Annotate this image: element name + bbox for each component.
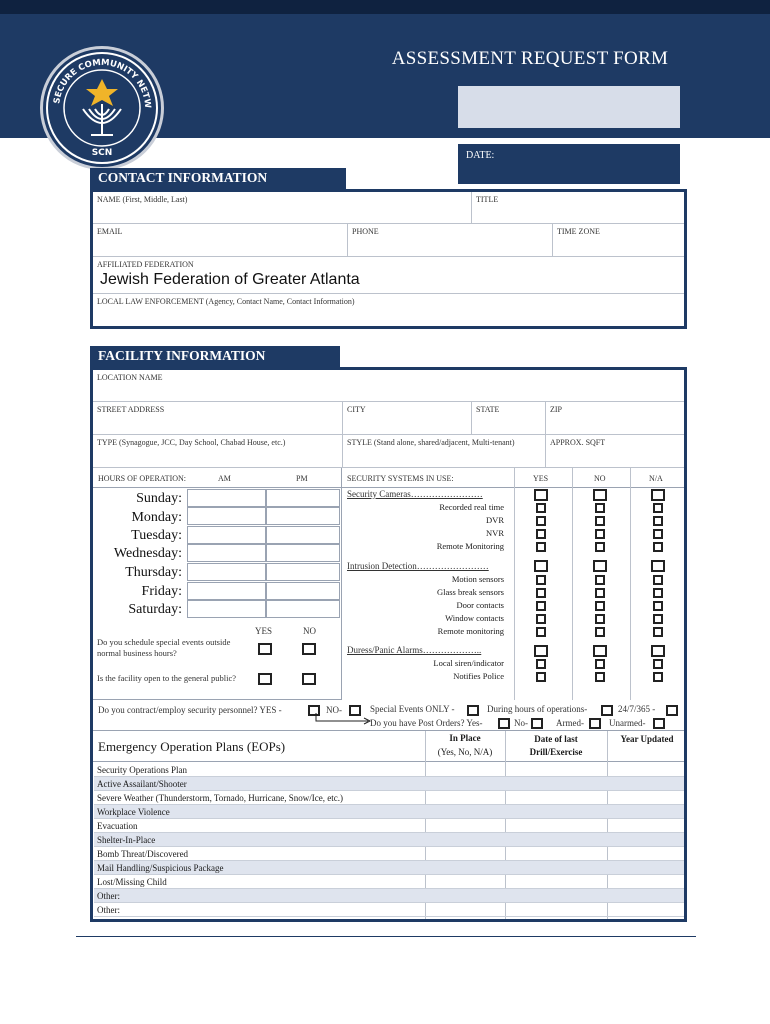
eop-heading: Emergency Operation Plans (EOPs): [98, 739, 286, 754]
name-label: NAME (First, Middle, Last): [97, 195, 188, 204]
law-label: LOCAL LAW ENFORCEMENT (Agency, Contact Name, Contact Information): [97, 297, 355, 306]
law-enforcement-field[interactable]: [93, 294, 684, 326]
dur-item-1-no-checkbox[interactable]: [595, 659, 605, 669]
day-friday: Friday:: [141, 584, 182, 599]
city-label: CITY: [347, 405, 366, 414]
contact-heading: CONTACT INFORMATION: [90, 168, 346, 190]
pm-input-friday[interactable]: [266, 582, 340, 600]
day-wednesday: Wednesday:: [113, 546, 182, 561]
scn-logo: [40, 46, 164, 170]
city-field[interactable]: [343, 402, 471, 435]
eop-row[interactable]: Mail Handling/Suspicious Package: [94, 861, 684, 875]
special-events-question: Do you schedule special events outside normal business hours?: [97, 637, 231, 658]
cam-item-4-yes-checkbox[interactable]: [536, 542, 546, 552]
post-orders-question: Do you have Post Orders? Yes-: [370, 718, 483, 728]
sys-yes-label: YES: [533, 474, 549, 483]
state-label: STATE: [476, 405, 500, 414]
am-input-friday[interactable]: [187, 582, 266, 600]
int-item-4-yes-checkbox[interactable]: [536, 614, 546, 624]
duress-label: Duress/Panic Alarms………………..: [347, 645, 482, 655]
int-item-4-no-checkbox[interactable]: [595, 614, 605, 624]
pm-input-wednesday[interactable]: [266, 544, 340, 562]
federation-value: Jewish Federation of Greater Atlanta: [100, 271, 360, 288]
cam-item-4-na-checkbox[interactable]: [653, 542, 663, 552]
divider: [471, 192, 472, 224]
int-item-2-yes-checkbox[interactable]: [536, 588, 546, 598]
public-no-checkbox[interactable]: [302, 673, 316, 685]
int-yes-checkbox[interactable]: [534, 560, 548, 572]
timezone-field[interactable]: [553, 224, 684, 257]
int-na-checkbox[interactable]: [651, 560, 665, 572]
cam-item-2-na-checkbox[interactable]: [653, 516, 663, 526]
am-label: AM: [218, 474, 231, 483]
form-title: ASSESSMENT REQUEST FORM: [391, 48, 669, 69]
cam-item: Remote Monitoring: [436, 541, 504, 551]
cam-item-3-no-checkbox[interactable]: [595, 529, 605, 539]
dur-item-2-na-checkbox[interactable]: [653, 672, 663, 682]
header-top-strip: [0, 0, 770, 14]
sqft-label: APPROX. SQFT: [550, 438, 606, 447]
public-yes-checkbox[interactable]: [258, 673, 272, 685]
style-field[interactable]: [343, 435, 545, 468]
always-label: 24/7/365 -: [618, 704, 656, 714]
eop-row[interactable]: Active Assailant/Shooter: [94, 777, 684, 791]
date-label: DATE:: [466, 150, 495, 161]
sys-no-label: NO: [594, 474, 606, 483]
divider: [471, 402, 472, 435]
facility-heading: FACILITY INFORMATION: [90, 346, 340, 368]
dur-na-checkbox[interactable]: [651, 645, 665, 657]
dur-item: Local siren/indicator: [433, 658, 504, 668]
form-id-box[interactable]: [458, 86, 680, 128]
eop-row[interactable]: Other:: [94, 903, 684, 917]
int-item: Window contacts: [445, 613, 504, 623]
int-item-3-na-checkbox[interactable]: [653, 601, 663, 611]
divider: [630, 468, 631, 700]
unarmed-checkbox[interactable]: [653, 718, 665, 729]
am-input-wednesday[interactable]: [187, 544, 266, 562]
int-item-3-no-checkbox[interactable]: [595, 601, 605, 611]
day-sunday: Sunday:: [136, 491, 182, 506]
special-events-yes-checkbox[interactable]: [258, 643, 272, 655]
int-item: Door contacts: [456, 600, 504, 610]
divider: [572, 468, 573, 700]
eop-row[interactable]: Security Operations Plan: [94, 763, 684, 777]
footer-rule: [76, 936, 696, 937]
cam-item-2-yes-checkbox[interactable]: [536, 516, 546, 526]
special-events-no-checkbox[interactable]: [302, 643, 316, 655]
dur-no-checkbox[interactable]: [593, 645, 607, 657]
intrusion-label: Intrusion Detection……………………: [347, 561, 489, 571]
pm-input-tuesday[interactable]: [266, 526, 340, 544]
email-field[interactable]: [93, 224, 347, 257]
int-item-1-na-checkbox[interactable]: [653, 575, 663, 585]
dur-item-1-na-checkbox[interactable]: [653, 659, 663, 669]
street-label: STREET ADDRESS: [97, 405, 165, 414]
day-thursday: Thursday:: [125, 565, 182, 580]
cam-item-1-yes-checkbox[interactable]: [536, 503, 546, 513]
sqft-field[interactable]: [546, 435, 684, 468]
special-only-checkbox[interactable]: [467, 705, 479, 716]
public-question: Is the facility open to the general public?: [97, 673, 237, 683]
cam-item: NVR: [486, 528, 504, 538]
int-item-5-na-checkbox[interactable]: [653, 627, 663, 637]
cam-item-3-na-checkbox[interactable]: [653, 529, 663, 539]
int-item: Motion sensors: [451, 574, 504, 584]
col-drill: Date of last Drill/Exercise: [529, 734, 583, 757]
cam-na-checkbox[interactable]: [651, 489, 665, 501]
yes-col-label: YES: [255, 626, 273, 636]
cam-item-2-no-checkbox[interactable]: [595, 516, 605, 526]
int-item-5-yes-checkbox[interactable]: [536, 627, 546, 637]
int-item-5-no-checkbox[interactable]: [595, 627, 605, 637]
type-label: TYPE (Synagogue, JCC, Day School, Chabad House, etc.): [97, 438, 286, 447]
dur-yes-checkbox[interactable]: [534, 645, 548, 657]
int-item-2-na-checkbox[interactable]: [653, 588, 663, 598]
federation-label: AFFILIATED FEDERATION: [97, 260, 194, 269]
dur-item-2-no-checkbox[interactable]: [595, 672, 605, 682]
unarmed-label: Unarmed-: [609, 718, 646, 728]
divider: [347, 224, 348, 257]
divider: [514, 468, 515, 700]
no-col-label: NO: [303, 626, 316, 636]
type-field[interactable]: [93, 435, 342, 468]
day-saturday: Saturday:: [128, 602, 182, 617]
post-orders-yes-checkbox[interactable]: [498, 718, 510, 729]
pm-input-thursday[interactable]: [266, 563, 340, 581]
phone-field[interactable]: [348, 224, 552, 257]
pm-input-monday[interactable]: [266, 507, 340, 525]
cameras-label: Security Cameras……………………: [347, 489, 483, 499]
contract-no-label: NO-: [326, 705, 342, 715]
int-item-1-yes-checkbox[interactable]: [536, 575, 546, 585]
eop-row[interactable]: Other:: [94, 889, 684, 903]
int-item-1-no-checkbox[interactable]: [595, 575, 605, 585]
pm-input-sunday[interactable]: [266, 489, 340, 507]
logo-emblem-icon: [43, 49, 161, 167]
during-hours-label: During hours of operations-: [487, 704, 588, 714]
dur-item-1-yes-checkbox[interactable]: [536, 659, 546, 669]
special-only-label: Special Events ONLY -: [370, 704, 455, 714]
int-item-2-no-checkbox[interactable]: [595, 588, 605, 598]
style-label: STYLE (Stand alone, shared/adjacent, Multi-tenant): [347, 438, 515, 447]
am-input-thursday[interactable]: [187, 563, 266, 581]
am-input-monday[interactable]: [187, 507, 266, 525]
cam-item-3-yes-checkbox[interactable]: [536, 529, 546, 539]
logo-text: SECURE COMMUNITY NETW: [52, 57, 153, 109]
phone-label: PHONE: [352, 227, 379, 236]
contract-question: Do you contract/employ security personnel? YES -: [98, 705, 282, 715]
col-inplace-sub: (Yes, No, N/A): [437, 747, 493, 757]
pm-label: PM: [296, 474, 308, 483]
during-hours-checkbox[interactable]: [601, 705, 613, 716]
eop-row[interactable]: Severe Weather (Thunderstorm, Tornado, Hurricane, Snow/Ice, etc.): [94, 791, 684, 805]
timezone-label: TIME ZONE: [557, 227, 600, 236]
am-input-sunday[interactable]: [187, 489, 266, 507]
am-input-tuesday[interactable]: [187, 526, 266, 544]
pm-input-saturday[interactable]: [266, 600, 340, 618]
zip-field[interactable]: [546, 402, 684, 435]
col-year: Year Updated: [620, 734, 674, 744]
col-inplace: In Place: [449, 733, 481, 743]
name-field[interactable]: [93, 192, 471, 224]
cam-item: DVR: [486, 515, 504, 525]
dur-item-2-yes-checkbox[interactable]: [536, 672, 546, 682]
cam-no-checkbox[interactable]: [593, 489, 607, 501]
cam-item-4-no-checkbox[interactable]: [595, 542, 605, 552]
sys-na-label: N/A: [649, 474, 663, 483]
always-checkbox[interactable]: [666, 705, 678, 716]
date-field[interactable]: [458, 144, 680, 184]
am-input-saturday[interactable]: [187, 600, 266, 618]
eop-row[interactable]: Lost/Missing Child: [94, 875, 684, 889]
zip-label: ZIP: [550, 405, 562, 414]
systems-label: SECURITY SYSTEMS IN USE:: [347, 474, 454, 483]
post-orders-no-checkbox[interactable]: [531, 718, 543, 729]
email-label: EMAIL: [97, 227, 123, 236]
title-field[interactable]: [472, 192, 684, 224]
cam-item-1-na-checkbox[interactable]: [653, 503, 663, 513]
eop-row[interactable]: Bomb Threat/Discovered: [94, 847, 684, 861]
cam-item-1-no-checkbox[interactable]: [595, 503, 605, 513]
eop-row[interactable]: Evacuation: [94, 819, 684, 833]
state-field[interactable]: [472, 402, 545, 435]
cam-item: Recorded real time: [439, 502, 504, 512]
int-item: Glass break sensors: [436, 587, 504, 597]
logo-abbr: SCN: [91, 148, 113, 158]
int-item-4-na-checkbox[interactable]: [653, 614, 663, 624]
eop-row[interactable]: Shelter-In-Place: [94, 833, 684, 847]
day-tuesday: Tuesday:: [131, 528, 182, 543]
int-item-3-yes-checkbox[interactable]: [536, 601, 546, 611]
armed-label: Armed-: [556, 718, 584, 728]
divider: [552, 224, 553, 257]
int-no-checkbox[interactable]: [593, 560, 607, 572]
post-orders-no-label: No-: [514, 718, 528, 728]
eop-row[interactable]: Workplace Violence: [94, 805, 684, 819]
location-field[interactable]: [93, 370, 684, 402]
day-monday: Monday:: [131, 510, 182, 525]
dur-item: Notifies Police: [453, 671, 504, 681]
location-label: LOCATION NAME: [97, 373, 163, 382]
title-label: TITLE: [476, 195, 499, 204]
armed-checkbox[interactable]: [589, 718, 601, 729]
arrow-icon: [314, 713, 374, 727]
cam-yes-checkbox[interactable]: [534, 489, 548, 501]
int-item: Remote monitoring: [437, 626, 504, 636]
hours-label: HOURS OF OPERATION:: [98, 474, 187, 483]
street-field[interactable]: [93, 402, 342, 435]
